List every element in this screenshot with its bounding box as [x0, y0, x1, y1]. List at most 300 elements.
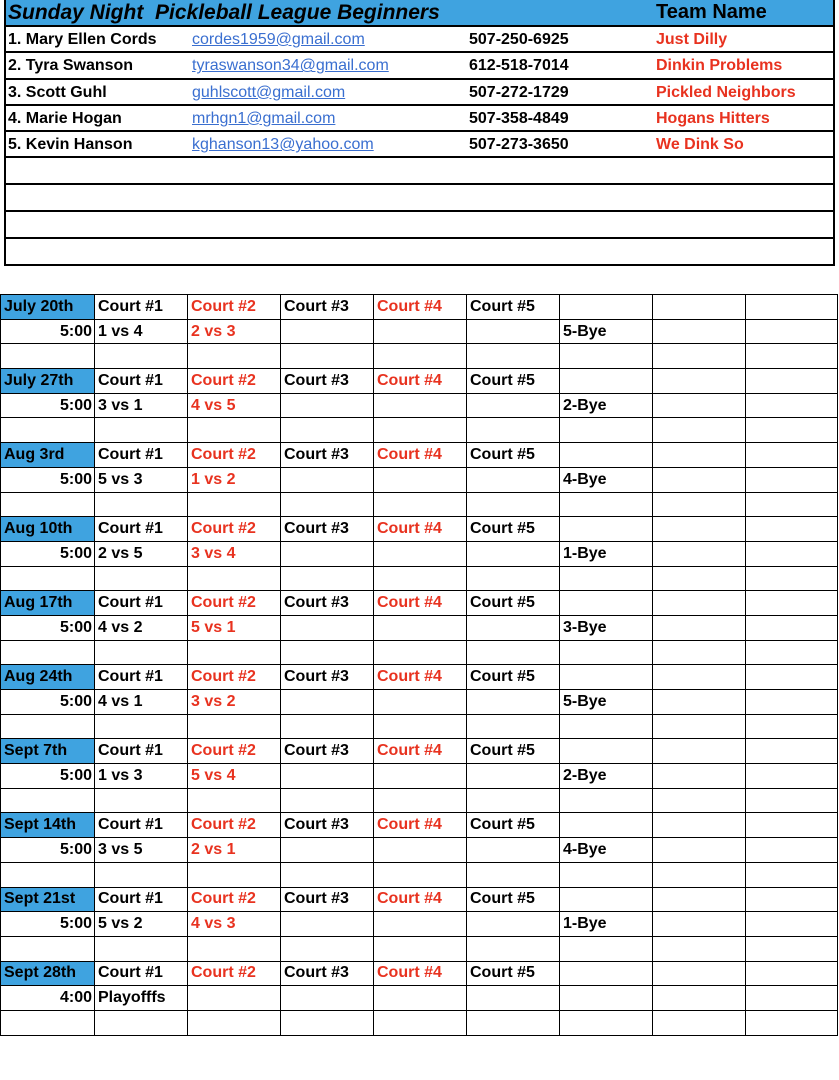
- empty-cell[interactable]: [188, 788, 281, 813]
- player-email-link[interactable]: mrhgn1@gmail.com: [192, 109, 336, 127]
- match-row: [1, 838, 838, 863]
- empty-cell[interactable]: [281, 690, 374, 715]
- court-header-cell[interactable]: Court #2: [188, 739, 281, 764]
- empty-cell[interactable]: [281, 912, 374, 937]
- match-time-cell[interactable]: 5:00: [1, 467, 95, 492]
- court-header-cell[interactable]: Court #2: [188, 591, 281, 616]
- court-header-cell[interactable]: Court #4: [374, 813, 467, 838]
- week-header-row: [1, 739, 838, 764]
- court-header-cell[interactable]: Court #1: [95, 369, 188, 394]
- player-name: 2. Tyra Swanson: [8, 57, 134, 75]
- court-header-cell[interactable]: Court #5: [467, 443, 560, 468]
- empty-cell[interactable]: [281, 541, 374, 566]
- empty-cell[interactable]: [467, 319, 560, 344]
- week-date-cell[interactable]: Sept 7th: [1, 739, 95, 764]
- empty-cell[interactable]: [467, 393, 560, 418]
- court1-match-cell[interactable]: 4 vs 1: [95, 690, 188, 715]
- empty-cell[interactable]: [374, 393, 467, 418]
- empty-cell[interactable]: [746, 961, 838, 986]
- empty-cell[interactable]: [746, 862, 838, 887]
- empty-cell[interactable]: [374, 862, 467, 887]
- empty-cell[interactable]: [653, 566, 746, 591]
- empty-cell[interactable]: [374, 319, 467, 344]
- empty-cell[interactable]: [1, 714, 95, 739]
- court-header-cell[interactable]: Court #4: [374, 517, 467, 542]
- empty-cell[interactable]: [560, 443, 653, 468]
- empty-cell[interactable]: [653, 541, 746, 566]
- bye-cell[interactable]: 5-Bye: [560, 690, 653, 715]
- court-header-cell[interactable]: Court #3: [281, 739, 374, 764]
- empty-cell[interactable]: [653, 690, 746, 715]
- empty-cell[interactable]: [560, 344, 653, 369]
- empty-cell[interactable]: [746, 665, 838, 690]
- empty-cell[interactable]: [653, 418, 746, 443]
- match-time-cell[interactable]: 5:00: [1, 912, 95, 937]
- court-header-cell[interactable]: Court #4: [374, 443, 467, 468]
- player-row: [6, 27, 833, 53]
- empty-cell[interactable]: [281, 788, 374, 813]
- match-row: [1, 541, 838, 566]
- court-header-cell[interactable]: Court #5: [467, 813, 560, 838]
- week-date-cell[interactable]: July 27th: [1, 369, 95, 394]
- court-header-cell[interactable]: Court #4: [374, 961, 467, 986]
- match-row: [1, 690, 838, 715]
- empty-cell[interactable]: [374, 344, 467, 369]
- court-header-cell[interactable]: Court #2: [188, 295, 281, 320]
- empty-cell[interactable]: [653, 517, 746, 542]
- match-time-cell[interactable]: 5:00: [1, 541, 95, 566]
- court-header-cell[interactable]: Court #2: [188, 517, 281, 542]
- empty-cell[interactable]: [560, 492, 653, 517]
- empty-cell[interactable]: [374, 838, 467, 863]
- empty-cell[interactable]: [746, 887, 838, 912]
- match-row: [1, 615, 838, 640]
- empty-cell[interactable]: [560, 813, 653, 838]
- court1-match-cell[interactable]: 3 vs 1: [95, 393, 188, 418]
- empty-cell[interactable]: [746, 443, 838, 468]
- empty-cell[interactable]: [188, 418, 281, 443]
- spacer-row: [1, 862, 838, 887]
- empty-cell[interactable]: [374, 640, 467, 665]
- court-header-cell[interactable]: Court #3: [281, 887, 374, 912]
- empty-cell[interactable]: [374, 615, 467, 640]
- empty-cell[interactable]: [374, 714, 467, 739]
- court-header-cell[interactable]: Court #1: [95, 517, 188, 542]
- empty-cell[interactable]: [746, 838, 838, 863]
- court2-match-cell[interactable]: 2 vs 1: [188, 838, 281, 863]
- empty-cell[interactable]: [746, 615, 838, 640]
- week-date-cell[interactable]: Sept 28th: [1, 961, 95, 986]
- empty-cell[interactable]: [467, 986, 560, 1011]
- empty-cell[interactable]: [467, 541, 560, 566]
- court-header-cell[interactable]: Court #5: [467, 887, 560, 912]
- empty-cell[interactable]: [560, 714, 653, 739]
- empty-cell[interactable]: [467, 344, 560, 369]
- empty-cell[interactable]: [560, 640, 653, 665]
- court-header-cell[interactable]: Court #5: [467, 665, 560, 690]
- empty-cell[interactable]: [188, 936, 281, 961]
- empty-cell[interactable]: [281, 344, 374, 369]
- empty-cell[interactable]: [374, 467, 467, 492]
- spacer-row: [1, 344, 838, 369]
- empty-cell[interactable]: [1, 418, 95, 443]
- empty-cell[interactable]: [281, 764, 374, 789]
- empty-cell[interactable]: [653, 467, 746, 492]
- empty-cell[interactable]: [560, 566, 653, 591]
- empty-cell[interactable]: [374, 541, 467, 566]
- empty-cell[interactable]: [653, 492, 746, 517]
- empty-cell[interactable]: [746, 690, 838, 715]
- court-header-cell[interactable]: Court #5: [467, 369, 560, 394]
- empty-cell[interactable]: [653, 319, 746, 344]
- court2-match-cell[interactable]: [188, 986, 281, 1011]
- empty-cell[interactable]: [188, 1010, 281, 1035]
- empty-cell[interactable]: [746, 418, 838, 443]
- player-team: We Dink So: [656, 136, 744, 154]
- empty-cell[interactable]: [1, 566, 95, 591]
- empty-cell[interactable]: [560, 665, 653, 690]
- court2-match-cell[interactable]: 4 vs 3: [188, 912, 281, 937]
- match-time-cell[interactable]: 5:00: [1, 319, 95, 344]
- empty-cell[interactable]: [374, 418, 467, 443]
- court-header-cell[interactable]: Court #3: [281, 591, 374, 616]
- empty-cell[interactable]: [188, 566, 281, 591]
- court-header-cell[interactable]: Court #4: [374, 739, 467, 764]
- player-team: Just Dilly: [656, 31, 728, 48]
- empty-cell[interactable]: [746, 739, 838, 764]
- court-header-cell[interactable]: Court #1: [95, 591, 188, 616]
- empty-cell[interactable]: [467, 764, 560, 789]
- empty-cell[interactable]: [281, 393, 374, 418]
- empty-cell[interactable]: [653, 591, 746, 616]
- match-row: [1, 393, 838, 418]
- court2-match-cell[interactable]: 2 vs 3: [188, 319, 281, 344]
- empty-cell[interactable]: [746, 467, 838, 492]
- empty-cell[interactable]: [281, 319, 374, 344]
- bye-cell[interactable]: 3-Bye: [560, 615, 653, 640]
- player-name: 1. Mary Ellen Cords: [8, 31, 157, 48]
- empty-cell[interactable]: [188, 492, 281, 517]
- court-header-cell[interactable]: Court #3: [281, 665, 374, 690]
- bye-cell[interactable]: 1-Bye: [560, 541, 653, 566]
- empty-cell[interactable]: [281, 615, 374, 640]
- court1-match-cell[interactable]: 2 vs 5: [95, 541, 188, 566]
- player-email-link[interactable]: kghanson13@yahoo.com: [192, 136, 374, 154]
- empty-cell[interactable]: [188, 344, 281, 369]
- empty-cell[interactable]: [653, 369, 746, 394]
- empty-cell[interactable]: [95, 1010, 188, 1035]
- court-header-cell[interactable]: Court #2: [188, 665, 281, 690]
- court2-match-cell[interactable]: 5 vs 1: [188, 615, 281, 640]
- empty-cell[interactable]: [95, 862, 188, 887]
- court-header-cell[interactable]: Court #5: [467, 961, 560, 986]
- bye-cell[interactable]: 4-Bye: [560, 838, 653, 863]
- match-time-cell[interactable]: 5:00: [1, 393, 95, 418]
- empty-cell[interactable]: [653, 393, 746, 418]
- court-header-cell[interactable]: Court #2: [188, 369, 281, 394]
- empty-cell[interactable]: [746, 319, 838, 344]
- bye-cell[interactable]: 5-Bye: [560, 319, 653, 344]
- empty-cell[interactable]: [1, 492, 95, 517]
- empty-cell[interactable]: [653, 936, 746, 961]
- match-row: [1, 764, 838, 789]
- court-header-cell[interactable]: Court #5: [467, 517, 560, 542]
- court-header-cell[interactable]: Court #3: [281, 369, 374, 394]
- empty-cell[interactable]: [95, 714, 188, 739]
- empty-cell[interactable]: [653, 1010, 746, 1035]
- empty-cell[interactable]: [746, 986, 838, 1011]
- empty-cell[interactable]: [374, 912, 467, 937]
- empty-cell[interactable]: [653, 862, 746, 887]
- empty-cell[interactable]: [467, 936, 560, 961]
- empty-cell[interactable]: [1, 640, 95, 665]
- empty-cell[interactable]: [281, 1010, 374, 1035]
- empty-cell[interactable]: [467, 640, 560, 665]
- player-email-link[interactable]: guhlscott@gmail.com: [192, 83, 346, 101]
- match-time-cell[interactable]: 5:00: [1, 615, 95, 640]
- empty-cell[interactable]: [95, 344, 188, 369]
- bye-cell[interactable]: 4-Bye: [560, 467, 653, 492]
- week-date-cell[interactable]: Sept 14th: [1, 813, 95, 838]
- empty-cell[interactable]: [281, 467, 374, 492]
- empty-cell[interactable]: [653, 986, 746, 1011]
- court1-match-cell[interactable]: 1 vs 3: [95, 764, 188, 789]
- court-header-cell[interactable]: Court #5: [467, 591, 560, 616]
- match-time-cell[interactable]: 5:00: [1, 764, 95, 789]
- empty-cell[interactable]: [95, 936, 188, 961]
- bye-cell[interactable]: [560, 986, 653, 1011]
- court-header-cell[interactable]: Court #5: [467, 739, 560, 764]
- empty-cell[interactable]: [281, 838, 374, 863]
- empty-cell[interactable]: [281, 714, 374, 739]
- court-header-cell[interactable]: Court #2: [188, 887, 281, 912]
- spacer-row: [1, 936, 838, 961]
- empty-cell[interactable]: [95, 640, 188, 665]
- court-header-cell[interactable]: Court #3: [281, 443, 374, 468]
- empty-cell[interactable]: [374, 986, 467, 1011]
- empty-cell[interactable]: [1, 1010, 95, 1035]
- player-row: [6, 53, 833, 79]
- empty-cell[interactable]: [560, 788, 653, 813]
- court1-match-cell[interactable]: 1 vs 4: [95, 319, 188, 344]
- empty-cell[interactable]: [95, 788, 188, 813]
- empty-cell[interactable]: [374, 788, 467, 813]
- empty-cell[interactable]: [746, 788, 838, 813]
- empty-cell[interactable]: [467, 467, 560, 492]
- court-header-cell[interactable]: Court #4: [374, 295, 467, 320]
- empty-cell[interactable]: [281, 936, 374, 961]
- empty-cell[interactable]: [746, 369, 838, 394]
- court-header-cell[interactable]: Court #1: [95, 813, 188, 838]
- empty-cell[interactable]: [560, 936, 653, 961]
- week-date-cell[interactable]: Aug 10th: [1, 517, 95, 542]
- court2-match-cell[interactable]: 1 vs 2: [188, 467, 281, 492]
- empty-cell[interactable]: [746, 1010, 838, 1035]
- empty-cell[interactable]: [281, 492, 374, 517]
- court-header-cell[interactable]: Court #1: [95, 739, 188, 764]
- player-name: 5. Kevin Hanson: [8, 136, 133, 154]
- court2-match-cell[interactable]: 4 vs 5: [188, 393, 281, 418]
- empty-cell[interactable]: [653, 443, 746, 468]
- empty-cell[interactable]: [374, 566, 467, 591]
- empty-cell[interactable]: [653, 344, 746, 369]
- empty-cell[interactable]: [374, 936, 467, 961]
- player-team: Pickled Neighbors: [656, 83, 796, 101]
- empty-cell[interactable]: [467, 788, 560, 813]
- empty-cell[interactable]: [746, 640, 838, 665]
- match-time-cell[interactable]: 5:00: [1, 690, 95, 715]
- court-header-cell[interactable]: Court #1: [95, 295, 188, 320]
- court-header-cell[interactable]: Court #4: [374, 887, 467, 912]
- bye-cell[interactable]: 2-Bye: [560, 764, 653, 789]
- sheet-title: Sunday Night Pickleball League Beginners: [8, 1, 440, 24]
- empty-cell[interactable]: [746, 393, 838, 418]
- match-row: [1, 986, 838, 1011]
- empty-cell[interactable]: [374, 690, 467, 715]
- empty-cell[interactable]: [1, 936, 95, 961]
- empty-cell[interactable]: [560, 369, 653, 394]
- empty-cell[interactable]: [746, 912, 838, 937]
- empty-cell[interactable]: [560, 295, 653, 320]
- empty-cell[interactable]: [653, 813, 746, 838]
- empty-cell[interactable]: [560, 1010, 653, 1035]
- empty-cell[interactable]: [560, 887, 653, 912]
- empty-cell[interactable]: [746, 591, 838, 616]
- court-header-cell[interactable]: Court #1: [95, 887, 188, 912]
- empty-cell[interactable]: [467, 714, 560, 739]
- empty-cell[interactable]: [653, 764, 746, 789]
- empty-cell[interactable]: [653, 665, 746, 690]
- empty-cell[interactable]: [467, 862, 560, 887]
- court-header-cell[interactable]: Court #2: [188, 443, 281, 468]
- court1-match-cell[interactable]: 3 vs 5: [95, 838, 188, 863]
- court1-match-cell[interactable]: 5 vs 3: [95, 467, 188, 492]
- week-date-cell[interactable]: Aug 24th: [1, 665, 95, 690]
- empty-cell[interactable]: [281, 986, 374, 1011]
- empty-cell[interactable]: [746, 714, 838, 739]
- empty-cell[interactable]: [467, 838, 560, 863]
- court2-match-cell[interactable]: 5 vs 4: [188, 764, 281, 789]
- empty-cell[interactable]: [746, 344, 838, 369]
- empty-cell[interactable]: [746, 517, 838, 542]
- match-row: [1, 467, 838, 492]
- week-date-cell[interactable]: July 20th: [1, 295, 95, 320]
- court-header-cell[interactable]: Court #3: [281, 813, 374, 838]
- empty-cell[interactable]: [653, 295, 746, 320]
- empty-cell[interactable]: [374, 1010, 467, 1035]
- court1-match-cell[interactable]: 4 vs 2: [95, 615, 188, 640]
- bye-cell[interactable]: 1-Bye: [560, 912, 653, 937]
- empty-cell[interactable]: [746, 936, 838, 961]
- court-header-cell[interactable]: Court #1: [95, 961, 188, 986]
- empty-cell[interactable]: [653, 961, 746, 986]
- empty-cell[interactable]: [467, 492, 560, 517]
- court1-match-cell[interactable]: Playofffs: [95, 986, 188, 1011]
- empty-cell[interactable]: [653, 714, 746, 739]
- empty-cell[interactable]: [653, 838, 746, 863]
- court-header-cell[interactable]: Court #3: [281, 517, 374, 542]
- empty-cell[interactable]: [281, 862, 374, 887]
- court-header-cell[interactable]: Court #2: [188, 961, 281, 986]
- court-header-cell[interactable]: Court #5: [467, 295, 560, 320]
- empty-cell[interactable]: [467, 566, 560, 591]
- empty-cell[interactable]: [467, 1010, 560, 1035]
- empty-cell[interactable]: [467, 690, 560, 715]
- match-time-cell[interactable]: 4:00: [1, 986, 95, 1011]
- court-header-cell[interactable]: Court #4: [374, 665, 467, 690]
- empty-cell[interactable]: [653, 788, 746, 813]
- spacer-row: [1, 788, 838, 813]
- week-date-cell[interactable]: Aug 17th: [1, 591, 95, 616]
- player-email-link[interactable]: tyraswanson34@gmail.com: [192, 57, 389, 75]
- court-header-cell[interactable]: Court #4: [374, 591, 467, 616]
- week-date-cell[interactable]: Sept 21st: [1, 887, 95, 912]
- empty-cell[interactable]: [653, 912, 746, 937]
- empty-cell[interactable]: [188, 862, 281, 887]
- empty-cell[interactable]: [560, 418, 653, 443]
- empty-cell[interactable]: [374, 492, 467, 517]
- empty-cell[interactable]: [560, 739, 653, 764]
- empty-cell[interactable]: [560, 961, 653, 986]
- empty-cell[interactable]: [95, 418, 188, 443]
- court-header-cell[interactable]: Court #3: [281, 295, 374, 320]
- empty-cell[interactable]: [281, 418, 374, 443]
- empty-cell[interactable]: [746, 813, 838, 838]
- empty-cell[interactable]: [95, 566, 188, 591]
- court-header-cell[interactable]: Court #2: [188, 813, 281, 838]
- match-time-cell[interactable]: 5:00: [1, 838, 95, 863]
- empty-cell[interactable]: [374, 764, 467, 789]
- player-email-link[interactable]: cordes1959@gmail.com: [192, 31, 365, 48]
- empty-cell[interactable]: [653, 615, 746, 640]
- empty-cell[interactable]: [1, 344, 95, 369]
- player-row: [6, 80, 833, 106]
- empty-cell[interactable]: [188, 714, 281, 739]
- empty-cell[interactable]: [467, 615, 560, 640]
- empty-cell[interactable]: [746, 492, 838, 517]
- court2-match-cell[interactable]: 3 vs 2: [188, 690, 281, 715]
- empty-cell[interactable]: [653, 739, 746, 764]
- empty-cell[interactable]: [560, 862, 653, 887]
- empty-cell[interactable]: [1, 788, 95, 813]
- empty-cell[interactable]: [560, 517, 653, 542]
- week-header-row: [1, 887, 838, 912]
- blank-row: [6, 212, 833, 239]
- court2-match-cell[interactable]: 3 vs 4: [188, 541, 281, 566]
- empty-cell[interactable]: [746, 295, 838, 320]
- court-header-cell[interactable]: Court #4: [374, 369, 467, 394]
- empty-cell[interactable]: [746, 541, 838, 566]
- empty-cell[interactable]: [653, 887, 746, 912]
- empty-cell[interactable]: [467, 418, 560, 443]
- empty-cell[interactable]: [1, 862, 95, 887]
- empty-cell[interactable]: [281, 566, 374, 591]
- empty-cell[interactable]: [467, 912, 560, 937]
- bye-cell[interactable]: 2-Bye: [560, 393, 653, 418]
- empty-cell[interactable]: [188, 640, 281, 665]
- empty-cell[interactable]: [95, 492, 188, 517]
- court1-match-cell[interactable]: 5 vs 2: [95, 912, 188, 937]
- empty-cell[interactable]: [746, 764, 838, 789]
- empty-cell[interactable]: [746, 566, 838, 591]
- court-header-cell[interactable]: Court #1: [95, 665, 188, 690]
- week-date-cell[interactable]: Aug 3rd: [1, 443, 95, 468]
- empty-cell[interactable]: [653, 640, 746, 665]
- court-header-cell[interactable]: Court #1: [95, 443, 188, 468]
- empty-cell[interactable]: [281, 640, 374, 665]
- empty-cell[interactable]: [560, 591, 653, 616]
- court-header-cell[interactable]: Court #3: [281, 961, 374, 986]
